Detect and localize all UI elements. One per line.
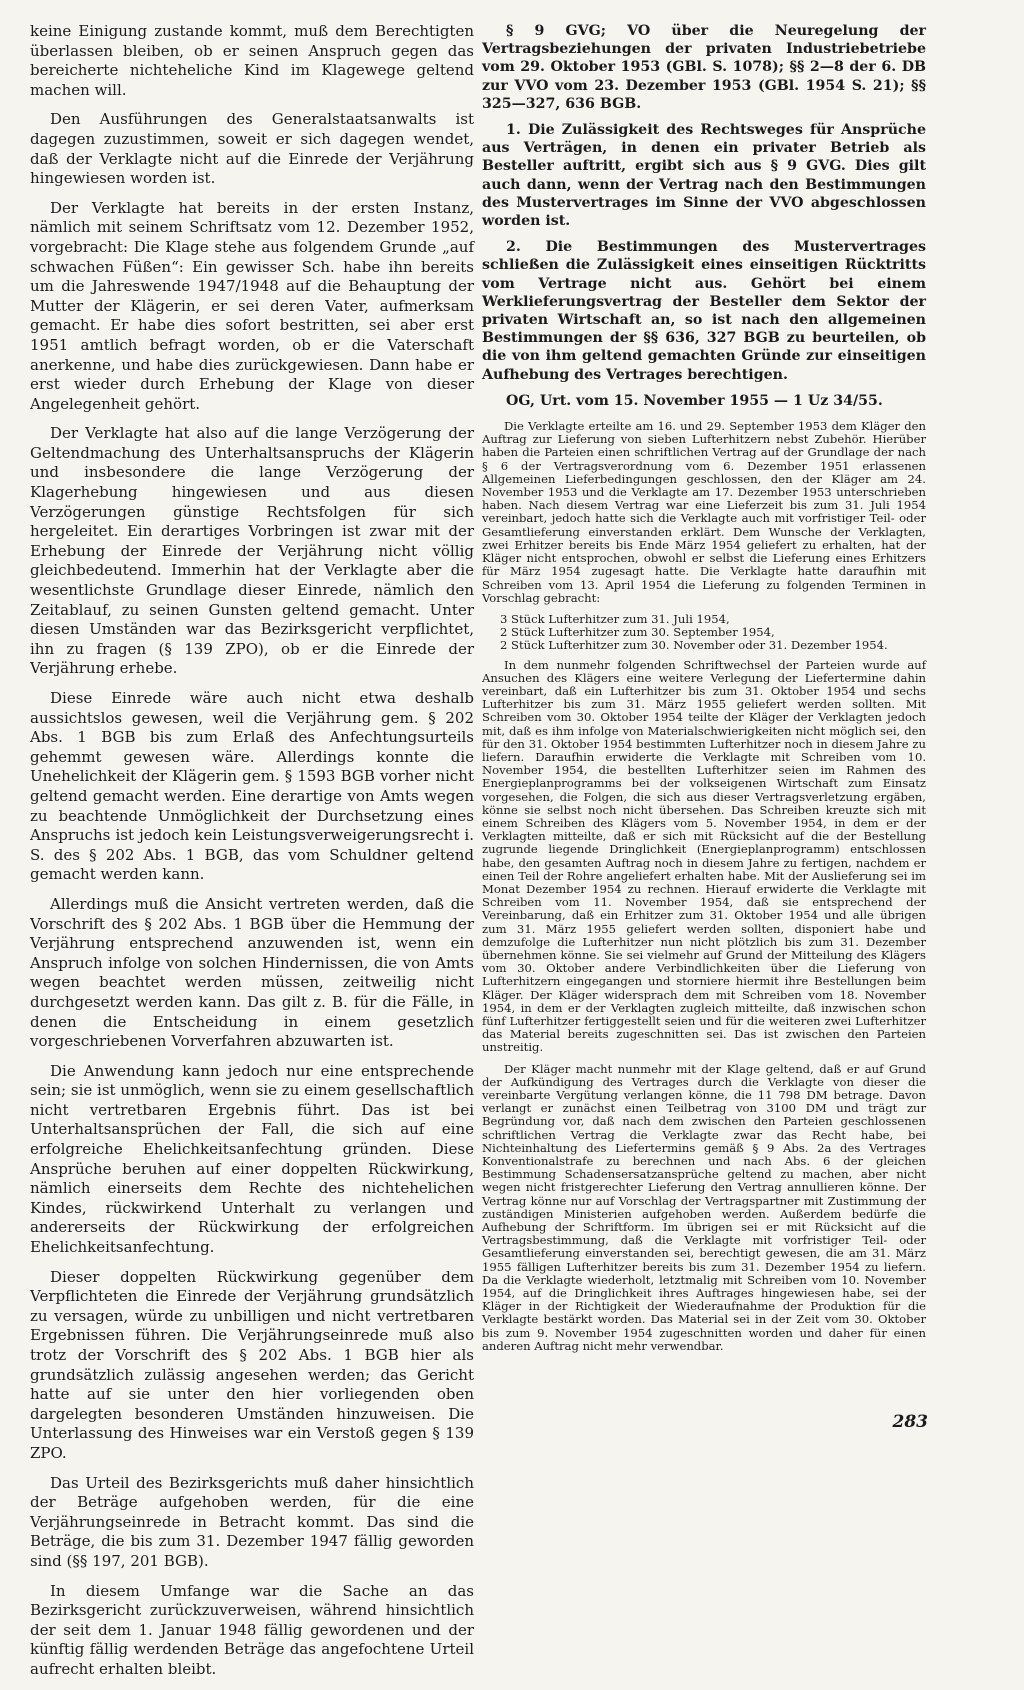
- delivery-schedule-list: [500, 613, 926, 653]
- court-citation: OG, Urt. vom 15. November 1955 — 1 Uz 34/55.: [506, 392, 883, 409]
- list-item: 2 Stück Lufterhitzer zum 30. September 1954,: [500, 625, 775, 640]
- paragraph: Diese Einrede wäre auch nicht etwa deshalb aussichtslos gewesen, weil die Verjährung gem. § 202 Abs. 1 BGB bis zum Erlaß des Anfechtungsurteils gehemmt gewesen wäre. Allerdings konnte die Unehelichkeit der Klägerin gem. § 1593 BGB vorher nicht geltend gemacht werden. Eine derartige von Amts wegen zu beachtende Unmöglichkeit der Durchsetzung eines Anspruchs ist jedoch kein Leistungsverweigerungsrecht i. S. des § 202 Abs. 1 BGB, das vom Schuldner geltend gemacht werden kann.: [30, 689, 474, 884]
- paragraph: Der Verklagte hat also auf die lange Verzögerung der Geltendmachung des Unterhaltsanspruchs der Klägerin und insbesondere die lange Verzögerung der Klagerhebung hingewiesen und aus diesen Verzögerungen günstige Rechtsfolgen für sich hergeleitet. Ein derartiges Vorbringen ist zwar mit der Erhebung der Einrede der Verjährung nicht völlig gleichbedeutend. Immerhin hat der Verklagte aber die wesentlichste Grundlage dieser Einrede, nämlich den Zeitablauf, zu seinen Gunsten geltend gemacht. Unter diesen Umständen war das Bezirksgericht verpflichtet, ihn zu fragen (§ 139 ZPO), ob er die Einrede der Verjährung erhebe.: [30, 424, 474, 678]
- facts-paragraph: Der Kläger macht nunmehr mit der Klage geltend, daß er auf Grund der Aufkündigung des Vertrages durch die Verklagte von dieser die vereinbarte Vergütung verlangen könne, die 11 798 DM betrage. Davon verlangt er zunächst einen Teilbetrag von 3100 DM und trägt zur Begründung vor, daß nach dem zwischen den Parteien geschlossenen schriftlichen Vertrag die Verklagte zwar das Recht habe, bei Nichteinhaltung des Liefertermins gemäß § 9 Abs. 2a des Vertrages Konventionalstrafe zu berechnen und nach Abs. 6 der gleichen Bestimmung Schadensersatzansprüche geltend zu machen, aber nicht wegen nicht fristgerechter Lieferung den Vertrag annullieren könne. Der Vertrag könne nur auf Vorschlag der Vertragspartner mit Zustimmung der zuständigen Ministerien aufgehoben werden. Außerdem bedürfe die Aufhebung der Schriftform. Im übrigen sei er mit Rücksicht auf die Vertragsbestimmung, daß die Verklagte mit vorfristiger Teil- oder Gesamtlieferung einverstanden sei, berechtigt gewesen, die am 31. März 1955 fälligen Lufterhitzer bereits bis zum 31. Dezember 1954 zu liefern. Da die Verklagte wiederholt, letztmalig mit Schreiben vom 10. November 1954, auf die Dringlichkeit ihres Auftrages hingewiesen habe, sei der Kläger in der Richtigkeit der Wiederaufnahme der Produktion für die Verklagte bestärkt worden. Das Material sei in der Zeit vom 30. Oktober bis zum 9. November 1954 zugeschnitten worden und daher für einen anderen Auftrag nicht mehr verwendbar.: [482, 1061, 926, 1353]
- list-item: 2 Stück Lufterhitzer zum 30. November oder 31. Dezember 1954.: [500, 638, 888, 653]
- paragraph: Den Ausführungen des Generalstaatsanwalts ist dagegen zuzustimmen, soweit er sich dagegen wendet, daß der Verklagte nicht auf die Einrede der Verjährung hingewiesen worden ist.: [30, 110, 474, 188]
- paragraph: Das Urteil des Bezirksgerichts muß daher hinsichtlich der Beträge aufgehoben werden, für die eine Verjährungseinrede in Betracht kommt. Das sind die Beträge, die bis zum 31. Dezember 1947 fällig geworden sind (§§ 197, 201 BGB).: [30, 1473, 474, 1570]
- page-number: 283: [892, 1412, 928, 1432]
- facts-paragraph: Die Verklagte erteilte am 16. und 29. September 1953 dem Kläger den Auftrag zur Lieferung von sieben Lufterhitzern nebst Zubehör. Hierüber haben die Parteien einen schriftlichen Vertrag auf der Grundlage der nach § 6 der Vertragsverordnung vom 6. Dezember 1951 erlassenen Allgemeinen Lieferbedingungen geschlossen, den der Kläger am 24. November 1953 und die Verklagte am 17. Dezember 1953 unterschrieben haben. Nach diesem Vertrag war eine Lieferzeit bis zum 31. Juli 1954 vereinbart, jedoch hatte sich die Verklagte auch mit vorfristiger Teil- oder Gesamtlieferung einverstanden erklärt. Dem Wunsche der Verklagten, zwei Erhitzer bereits bis Ende März 1954 geliefert zu erhalten, hat der Kläger nicht entsprochen, obwohl er selbst die Lieferung eines Erhitzers für März 1954 zugesagt hatte. Die Verklagte hatte daraufhin mit Schreiben vom 13. April 1954 die Lieferung zu folgenden Terminen in Vorschlag gebracht:: [482, 419, 926, 605]
- headnote-1: 1. Die Zulässigkeit des Rechtsweges für Ansprüche aus Verträgen, in denen ein privater Betrieb als Besteller auftritt, ergibt sich aus § 9 GVG. Dies gilt auch dann, wenn der Vertrag nach den Bestimmungen des Mustervertrages im Sinne der VVO abgeschlossen worden ist.: [482, 122, 926, 230]
- statute-references: § 9 GVG; VO über die Neuregelung der Vertragsbeziehungen der privaten Industriebetriebe vom 29. Oktober 1953 (GBl. S. 1078); §§ 2—8 der 6. DB zur VVO vom 23. Dezember 1953 (GBl. 1954 S. 21); §§ 325—327, 636 BGB.: [482, 23, 926, 112]
- left-column: [30, 22, 474, 1690]
- paragraph: Der Verklagte hat bereits in der ersten Instanz, nämlich mit seinem Schriftsatz vom 12. Dezember 1952, vorgebracht: Die Klage stehe aus folgendem Grunde „auf schwachen Füßen“: Ein gewisser Sch. habe ihn bereits um die Jahreswende 1947/1948 auf die Behauptung der Mutter der Klägerin, er sei deren Vater, aufmerksam gemacht. Er habe dies sofort bestritten, sei aber erst 1951 amtlich befragt worden, ob er die Vaterschaft anerkenne, und habe dies zurückgewiesen. Dann habe er erst wieder durch Erhebung der Klage von dieser Angelegenheit gehört.: [30, 198, 474, 413]
- right-column: [482, 22, 926, 1353]
- facts-paragraph: In dem nunmehr folgenden Schriftwechsel der Parteien wurde auf Ansuchen des Klägers eine weitere Verlegung der Liefertermine dahin vereinbart, daß ein Lufterhitzer bis zum 31. Oktober 1954 und sechs Lufterhitzer bis zum 31. März 1955 geliefert werden sollten. Mit Schreiben vom 30. Oktober 1954 teilte der Kläger der Verklagten jedoch mit, daß es ihm infolge von Materialschwierigkeiten nicht möglich sei, den für den 31. Oktober 1954 bestimmten Lufterhitzer noch in diesem Jahre zu liefern. Daraufhin erwiderte die Verklagte mit Schreiben vom 10. November 1954, die bestellten Lufterhitzer seien im Rahmen des Energieplanprogramms bei der volkseigenen Wirtschaft zum Einsatz vorgesehen, die Folgen, die sich aus dieser Vertragsverletzung ergäben, könne sie selbst noch nicht übersehen. Das Schreiben kreuzte sich mit einem Schreiben des Klägers vom 5. November 1954, in dem er der Verklagten mitteilte, daß er sich mit Rücksicht auf die der Bestellung zugrunde liegende Dringlichkeit (Energieplanprogramm) entschlossen habe, den gesamten Auftrag noch in diesem Jahre zu fertigen, nachdem er einen Teil der Rohre angeliefert erhalten habe. Mit der Auslieferung sei im Monat Dezember 1954 zu rechnen. Hierauf erwiderte die Verklagte mit Schreiben vom 11. November 1954, daß sie entsprechend der Vereinbarung, daß ein Erhitzer zum 31. Oktober 1954 und alle übrigen zum 31. März 1955 geliefert werden sollten, disponiert habe und demzufolge die Lufterhitzer nun nicht plötzlich bis zum 31. Dezember übernehmen könne. Sie sei vielmehr auf Grund der Mitteilung des Klägers vom 30. Oktober andere Verbindlichkeiten über die Lieferung von Lufterhitzern eingegangen und storniere hiermit ihre Bestellungen beim Kläger. Der Kläger widersprach dem mit Schreiben vom 18. November 1954, in dem er der Verklagten zugleich mitteilte, daß inzwischen schon fünf Lufterhitzer fertiggestellt seien und für die weiteren zwei Lufterhitzer das Material bereits zugeschnitten sei. Das ist zwischen den Parteien unstreitig.: [482, 657, 926, 1055]
- paragraph: Dieser doppelten Rückwirkung gegenüber dem Verpflichteten die Einrede der Verjährung grundsätzlich zu versagen, würde zu unbilligen und nicht vertretbaren Ergebnissen führen. Die Verjährungseinrede muß also trotz der Vorschrift des § 202 Abs. 1 BGB hier als grundsätzlich zulässig angesehen werden; das Gericht hatte auf sie unter den hier vorliegenden oben dargelegten besonderen Umständen hinzuweisen. Die Unterlassung des Hinweises war ein Verstoß gegen § 139 ZPO.: [30, 1267, 474, 1462]
- paragraph: Die Anwendung kann jedoch nur eine entsprechende sein; sie ist unmöglich, wenn sie zu einem gesellschaftlich nicht vertretbaren Ergebnis führt. Das ist bei Unterhaltsansprüchen der Fall, die sich auf eine erfolgreiche Ehelichkeitsanfechtung gründen. Diese Ansprüche beruhen auf einer doppelten Rückwirkung, nämlich einerseits dem Rechte des nichtehelichen Kindes, rückwirkend Unterhalt zu verlangen und andererseits der Rückwirkung der erfolgreichen Ehelichkeitsanfechtung.: [30, 1061, 474, 1257]
- paragraph: In diesem Umfange war die Sache an das Bezirksgericht zurückzuverweisen, während hinsichtlich der seit dem 1. Januar 1948 fällig gewordenen und der künftig fällig werdenden Beträge das angefochtene Urteil aufrecht erhalten bleibt.: [30, 1581, 474, 1678]
- paragraph: Allerdings muß die Ansicht vertreten werden, daß die Vorschrift des § 202 Abs. 1 BGB über die Hemmung der Verjährung entsprechend anzuwenden ist, wenn ein Anspruch infolge von solchen Hindernissen, die von Amts wegen beachtet werden müssen, zeitweilig nicht durchgesetzt werden kann. Das gilt z. B. für die Fälle, in denen die Entscheidung in einem gesetzlich vorgeschriebenen Vorverfahren abzuwarten ist.: [30, 894, 474, 1051]
- headnote-2: 2. Die Bestimmungen des Mustervertrages schließen die Zulässigkeit eines einseitigen Rücktritts vom Vertrage nicht aus. Gehört bei einem Werklieferungsvertrag der Besteller dem Sektor der privaten Wirtschaft an, so ist nach den allgemeinen Bestimmungen der §§ 636, 327 BGB zu beurteilen, ob die von ihm geltend gemachten Gründe zur einseitigen Aufhebung des Vertrages berechtigen.: [482, 239, 926, 383]
- paragraph: keine Einigung zustande kommt, muß dem Berechtigten überlassen bleiben, ob er seinen Anspruch gegen das bereicherte nichteheliche Kind im Klagewege geltend machen will.: [30, 22, 474, 99]
- list-item: 3 Stück Lufterhitzer zum 31. Juli 1954,: [500, 611, 730, 626]
